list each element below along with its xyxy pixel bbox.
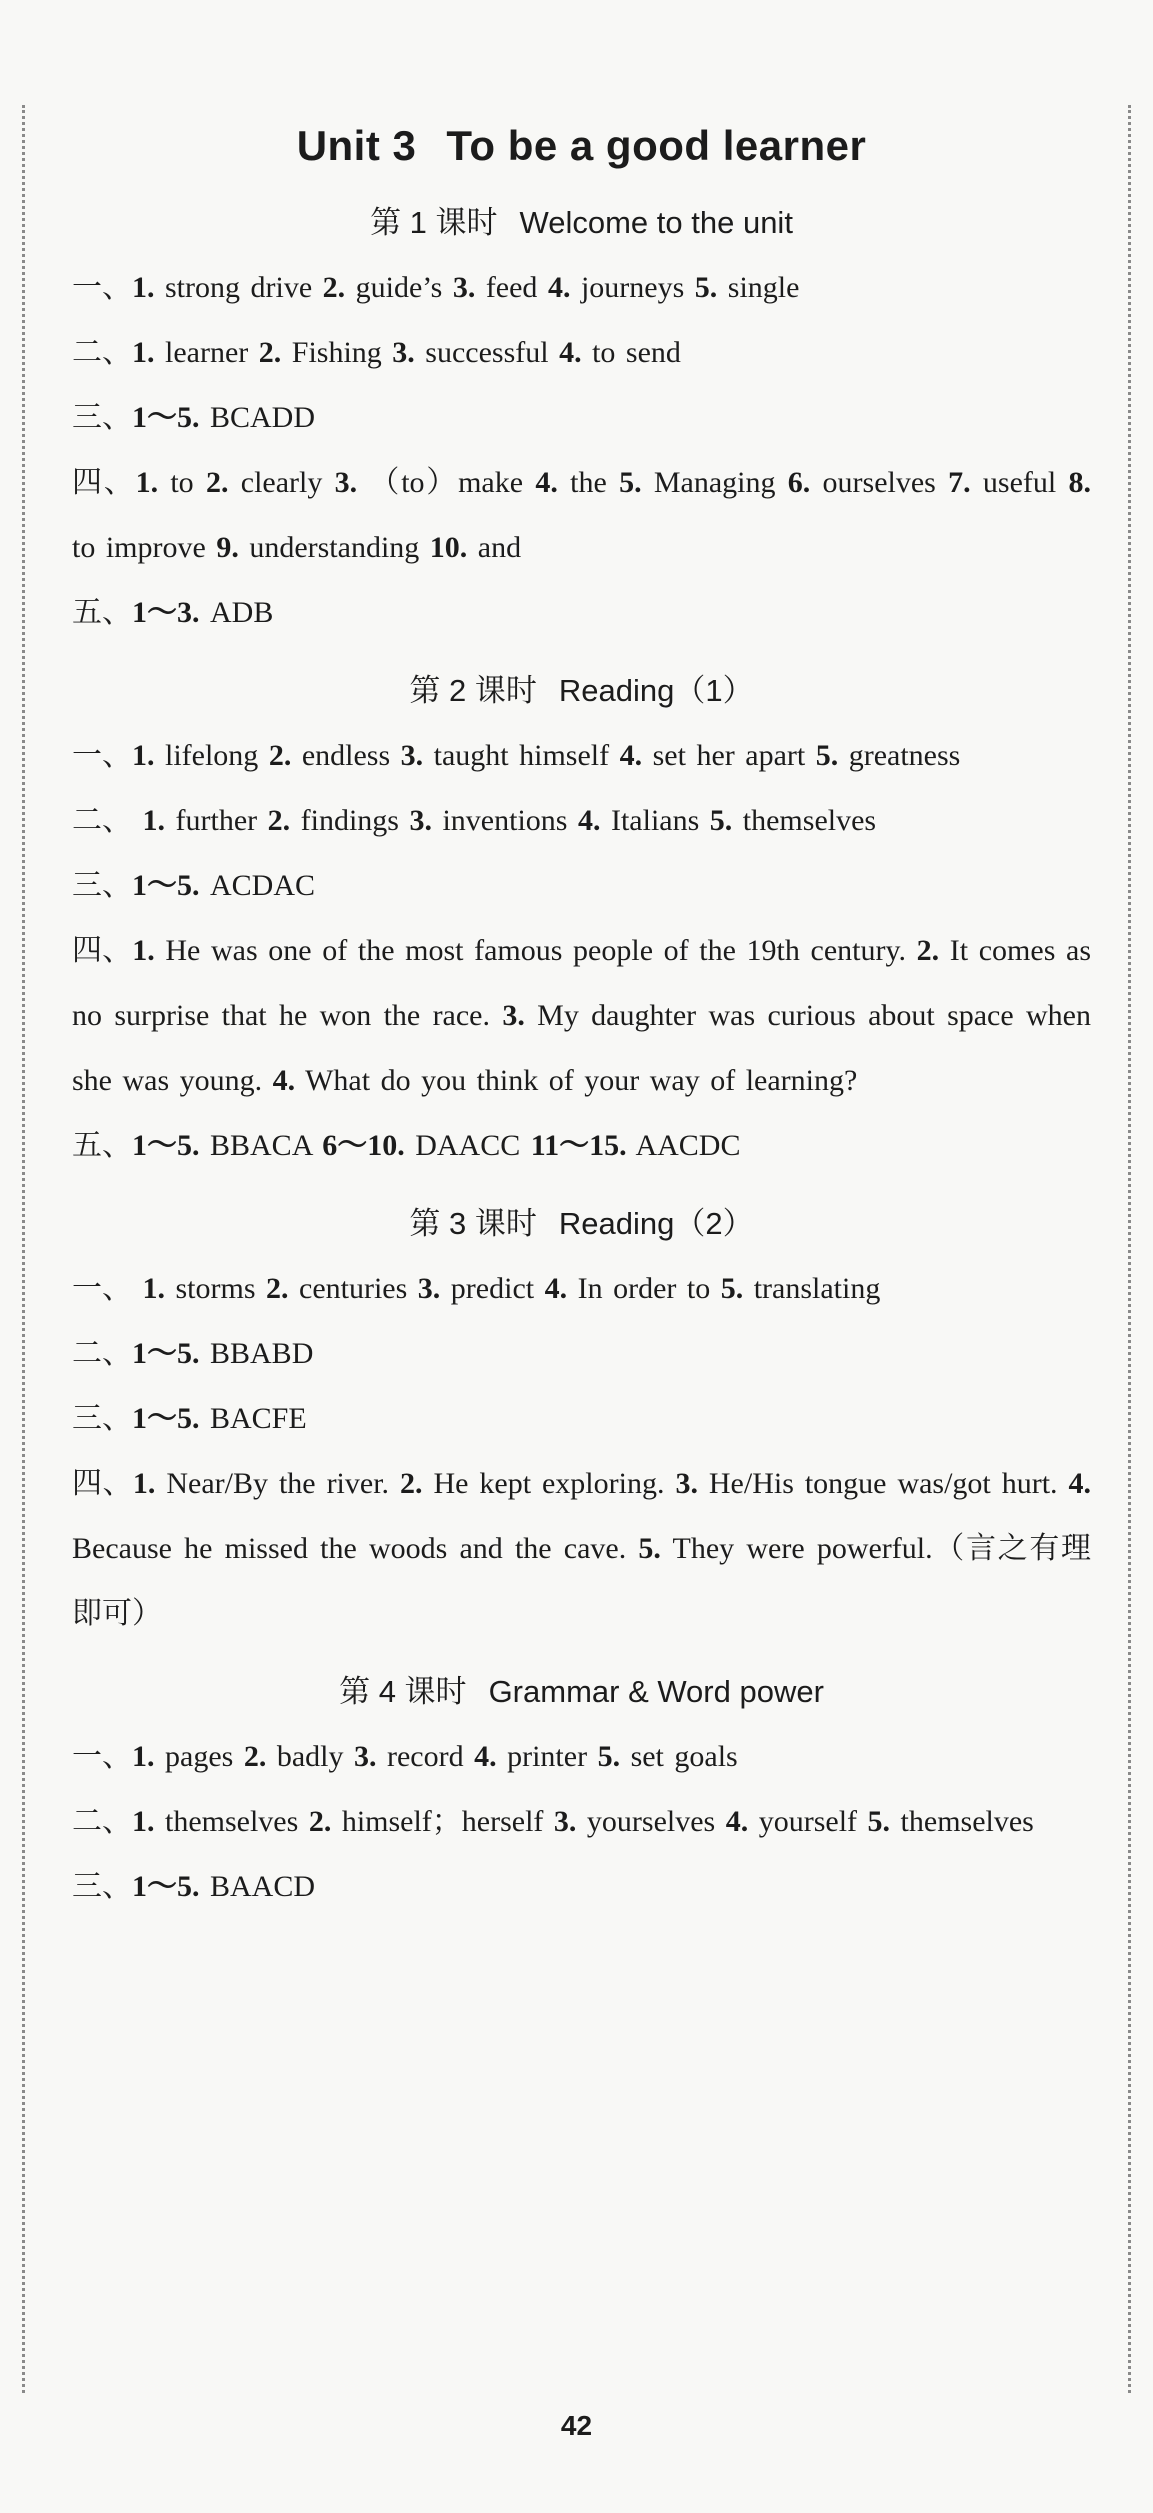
page-number: 42 xyxy=(560,2410,593,2441)
question-number: 1. xyxy=(132,336,155,369)
question-number: 9. xyxy=(216,531,239,564)
answer-text: 三、 xyxy=(72,401,132,434)
left-margin-dotted-line xyxy=(22,105,25,2393)
question-number: 2. xyxy=(243,1740,267,1773)
question-number: 1～5. xyxy=(132,1870,200,1903)
answer-text: He was one of the most famous people of the 19th century. xyxy=(154,934,917,967)
question-number: 3. xyxy=(675,1467,698,1500)
answer-text: greatness xyxy=(838,739,961,772)
unit-title xyxy=(72,115,1091,177)
answer-text: themselves xyxy=(154,1805,309,1838)
question-number: 1～3. xyxy=(132,596,200,629)
question-number: 5. xyxy=(867,1805,891,1838)
unit-number: Unit 3 xyxy=(296,122,417,169)
answer-text: predict xyxy=(440,1272,545,1305)
lessons-container xyxy=(72,191,1091,1919)
answer-paragraph xyxy=(72,1724,1091,1789)
question-number: 11～15. xyxy=(530,1129,627,1162)
answer-text: What do you think of your way of learning? xyxy=(295,1064,858,1097)
question-number: 5. xyxy=(815,739,839,772)
answer-paragraph xyxy=(72,1789,1091,1854)
question-number: 3. xyxy=(353,1740,377,1773)
answer-text: 一、 xyxy=(72,739,132,772)
question-number: 3. xyxy=(400,739,424,772)
question-number: 4. xyxy=(474,1740,497,1773)
answer-paragraph xyxy=(72,580,1091,645)
answer-text: 五、 xyxy=(72,596,132,629)
question-number: 4. xyxy=(619,739,643,772)
answer-text: 五、 xyxy=(72,1129,132,1162)
answer-text: to xyxy=(158,466,206,499)
question-number: 2. xyxy=(308,1805,332,1838)
question-number: 4. xyxy=(559,336,582,369)
answer-text: Italians xyxy=(600,804,710,837)
question-number: 4. xyxy=(272,1064,296,1097)
answer-text: findings xyxy=(290,804,410,837)
question-number: 3. xyxy=(392,336,415,369)
answer-paragraph xyxy=(72,1113,1091,1178)
lesson-heading xyxy=(72,191,1091,255)
question-number: 1. xyxy=(132,1740,155,1773)
answer-text: badly xyxy=(266,1740,354,1773)
answer-text: to send xyxy=(581,336,681,369)
answer-text: 四、 xyxy=(72,466,136,499)
answer-text: 一、 xyxy=(72,1740,132,1773)
answer-text: themselves xyxy=(890,1805,1034,1838)
question-number: 4. xyxy=(725,1805,749,1838)
question-number: 2. xyxy=(205,466,229,499)
answer-text: translating xyxy=(743,1272,881,1305)
answer-text: BBABD xyxy=(199,1337,314,1370)
answer-text: record xyxy=(376,1740,475,1773)
answer-text: yourselves xyxy=(576,1805,726,1838)
question-number: 2. xyxy=(268,739,292,772)
question-number: 3. xyxy=(452,271,476,304)
lesson-section xyxy=(72,1192,1091,1646)
answer-text: set goals xyxy=(620,1740,738,1773)
question-number: 1～5. xyxy=(132,401,200,434)
answer-text: clearly xyxy=(228,466,335,499)
answer-text: 二、 xyxy=(72,336,132,369)
right-margin-dotted-line xyxy=(1128,105,1131,2393)
question-number: 3. xyxy=(409,804,432,837)
answer-text: useful xyxy=(970,466,1069,499)
answer-text: himself；herself xyxy=(331,1805,554,1838)
question-number: 3. xyxy=(417,1272,441,1305)
answer-text: themselves xyxy=(732,804,877,837)
question-number: 1. xyxy=(142,1272,165,1305)
answer-text: BAACD xyxy=(199,1870,316,1903)
question-number: 5. xyxy=(619,466,642,499)
answer-text: further xyxy=(165,804,268,837)
answer-paragraph xyxy=(72,1256,1091,1321)
answer-text: inventions xyxy=(431,804,578,837)
question-number: 1. xyxy=(132,1467,156,1500)
answer-text: AACDC xyxy=(626,1129,741,1162)
answer-text: set her apart xyxy=(642,739,816,772)
lesson-heading xyxy=(72,1192,1091,1256)
answer-text: taught himself xyxy=(423,739,620,772)
lesson-heading xyxy=(72,659,1091,723)
answer-text: 二、 xyxy=(72,1337,132,1370)
question-number: 6. xyxy=(787,466,811,499)
lesson-period: 第 3 课时 xyxy=(409,1206,537,1241)
answer-text: to improve xyxy=(72,531,217,564)
question-number: 10. xyxy=(429,531,468,564)
unit-name: To be a good learner xyxy=(446,122,867,169)
answer-text: It comes as no surprise that he won the race. xyxy=(72,934,1092,1032)
question-number: 1. xyxy=(132,1805,155,1838)
question-number: 1～5. xyxy=(132,1337,200,1370)
answer-text: ACDAC xyxy=(199,869,316,902)
answer-text: He kept exploring. xyxy=(422,1467,676,1500)
question-number: 2. xyxy=(916,934,940,967)
question-number: 4. xyxy=(547,271,571,304)
answer-paragraph xyxy=(72,788,1091,853)
answer-text: BBACA xyxy=(199,1129,323,1162)
question-number: 3. xyxy=(502,999,525,1032)
answer-paragraph xyxy=(72,1386,1091,1451)
question-number: 1. xyxy=(132,739,155,772)
answer-text: He/His tongue was/got hurt. xyxy=(697,1467,1069,1500)
lesson-name: Grammar & Word power xyxy=(488,1674,824,1709)
answer-text: the xyxy=(557,466,620,499)
answer-text: learner xyxy=(154,336,259,369)
answer-text: and xyxy=(467,531,522,564)
question-number: 1～5. xyxy=(132,1129,200,1162)
answer-text: 二、 xyxy=(72,1805,132,1838)
answer-text: My daughter was curious about space when she was young. xyxy=(72,999,1091,1097)
lesson-period: 第 4 课时 xyxy=(339,1674,467,1709)
answer-paragraph xyxy=(72,723,1091,788)
question-number: 1. xyxy=(132,934,155,967)
question-number: 1. xyxy=(135,466,159,499)
question-number: 3. xyxy=(553,1805,577,1838)
answer-text: 一、 xyxy=(72,271,132,304)
question-number: 1. xyxy=(142,804,165,837)
answer-text: understanding xyxy=(238,531,430,564)
answer-paragraph xyxy=(72,385,1091,450)
lesson-section xyxy=(72,191,1091,645)
question-number: 5. xyxy=(709,804,733,837)
lesson-heading xyxy=(72,1660,1091,1724)
lesson-name: Reading（2） xyxy=(558,1206,754,1241)
answer-text: BCADD xyxy=(199,401,316,434)
answer-text: In order to xyxy=(567,1272,721,1305)
question-number: 3. xyxy=(334,466,358,499)
answer-text: strong drive xyxy=(154,271,323,304)
answer-text: 三、 xyxy=(72,1402,132,1435)
question-number: 4. xyxy=(544,1272,568,1305)
answer-text: Fishing xyxy=(281,336,393,369)
answer-text: They were powerful.（言之有理即可） xyxy=(72,1532,1091,1630)
answer-paragraph xyxy=(72,1854,1091,1919)
question-number: 4. xyxy=(535,466,558,499)
question-number: 8. xyxy=(1068,466,1092,499)
answer-text: feed xyxy=(475,271,548,304)
answer-paragraph xyxy=(72,320,1091,385)
lesson-section xyxy=(72,1660,1091,1919)
answer-text: BACFE xyxy=(199,1402,307,1435)
answer-paragraph xyxy=(72,255,1091,320)
question-number: 5. xyxy=(694,271,718,304)
question-number: 1. xyxy=(132,271,155,304)
answer-text: 三、 xyxy=(72,869,132,902)
answer-paragraph xyxy=(72,918,1091,1113)
lesson-name: Reading（1） xyxy=(558,673,754,708)
lesson-period: 第 1 课时 xyxy=(370,205,498,240)
answer-text: Managing xyxy=(641,466,788,499)
question-number: 2. xyxy=(400,1467,423,1500)
answer-text: printer xyxy=(496,1740,598,1773)
answer-paragraph xyxy=(72,1321,1091,1386)
answer-text: pages xyxy=(154,1740,244,1773)
answer-paragraph xyxy=(72,1451,1091,1646)
question-number: 7. xyxy=(948,466,971,499)
answer-text: 四、 xyxy=(72,934,133,967)
lesson-section xyxy=(72,659,1091,1178)
answer-text: yourself xyxy=(748,1805,868,1838)
question-number: 2. xyxy=(322,271,346,304)
answer-text: 四、 xyxy=(72,1467,133,1500)
answer-text: ourselves xyxy=(810,466,949,499)
question-number: 2. xyxy=(258,336,282,369)
answer-text: successful xyxy=(414,336,560,369)
question-number: 5. xyxy=(597,1740,621,1773)
answer-text: （to）make xyxy=(357,466,536,499)
question-number: 6～10. xyxy=(322,1129,405,1162)
answer-text: Near/By the river. xyxy=(155,1467,400,1500)
question-number: 1～5. xyxy=(132,1402,200,1435)
answer-text: 一、 xyxy=(72,1272,143,1305)
answer-text: Because he missed the woods and the cave. xyxy=(72,1532,639,1565)
question-number: 2. xyxy=(266,1272,289,1305)
answer-key-content xyxy=(72,105,1091,1919)
lesson-name: Welcome to the unit xyxy=(519,205,793,240)
answer-text: guide’s xyxy=(345,271,453,304)
answer-text: 二、 xyxy=(72,804,143,837)
answer-text: DAACC xyxy=(404,1129,531,1162)
answer-text: ADB xyxy=(199,596,274,629)
answer-text: storms xyxy=(165,1272,267,1305)
answer-paragraph xyxy=(72,853,1091,918)
answer-text: centuries xyxy=(288,1272,418,1305)
question-number: 5. xyxy=(720,1272,744,1305)
question-number: 4. xyxy=(577,804,601,837)
question-number: 5. xyxy=(638,1532,661,1565)
answer-text: lifelong xyxy=(154,739,269,772)
question-number: 4. xyxy=(1068,1467,1092,1500)
answer-text: journeys xyxy=(570,271,695,304)
answer-text: single xyxy=(717,271,800,304)
question-number: 1～5. xyxy=(132,869,200,902)
question-number: 2. xyxy=(267,804,291,837)
answer-text: endless xyxy=(291,739,401,772)
answer-paragraph xyxy=(72,450,1091,580)
answer-text: 三、 xyxy=(72,1870,132,1903)
lesson-period: 第 2 课时 xyxy=(409,673,537,708)
